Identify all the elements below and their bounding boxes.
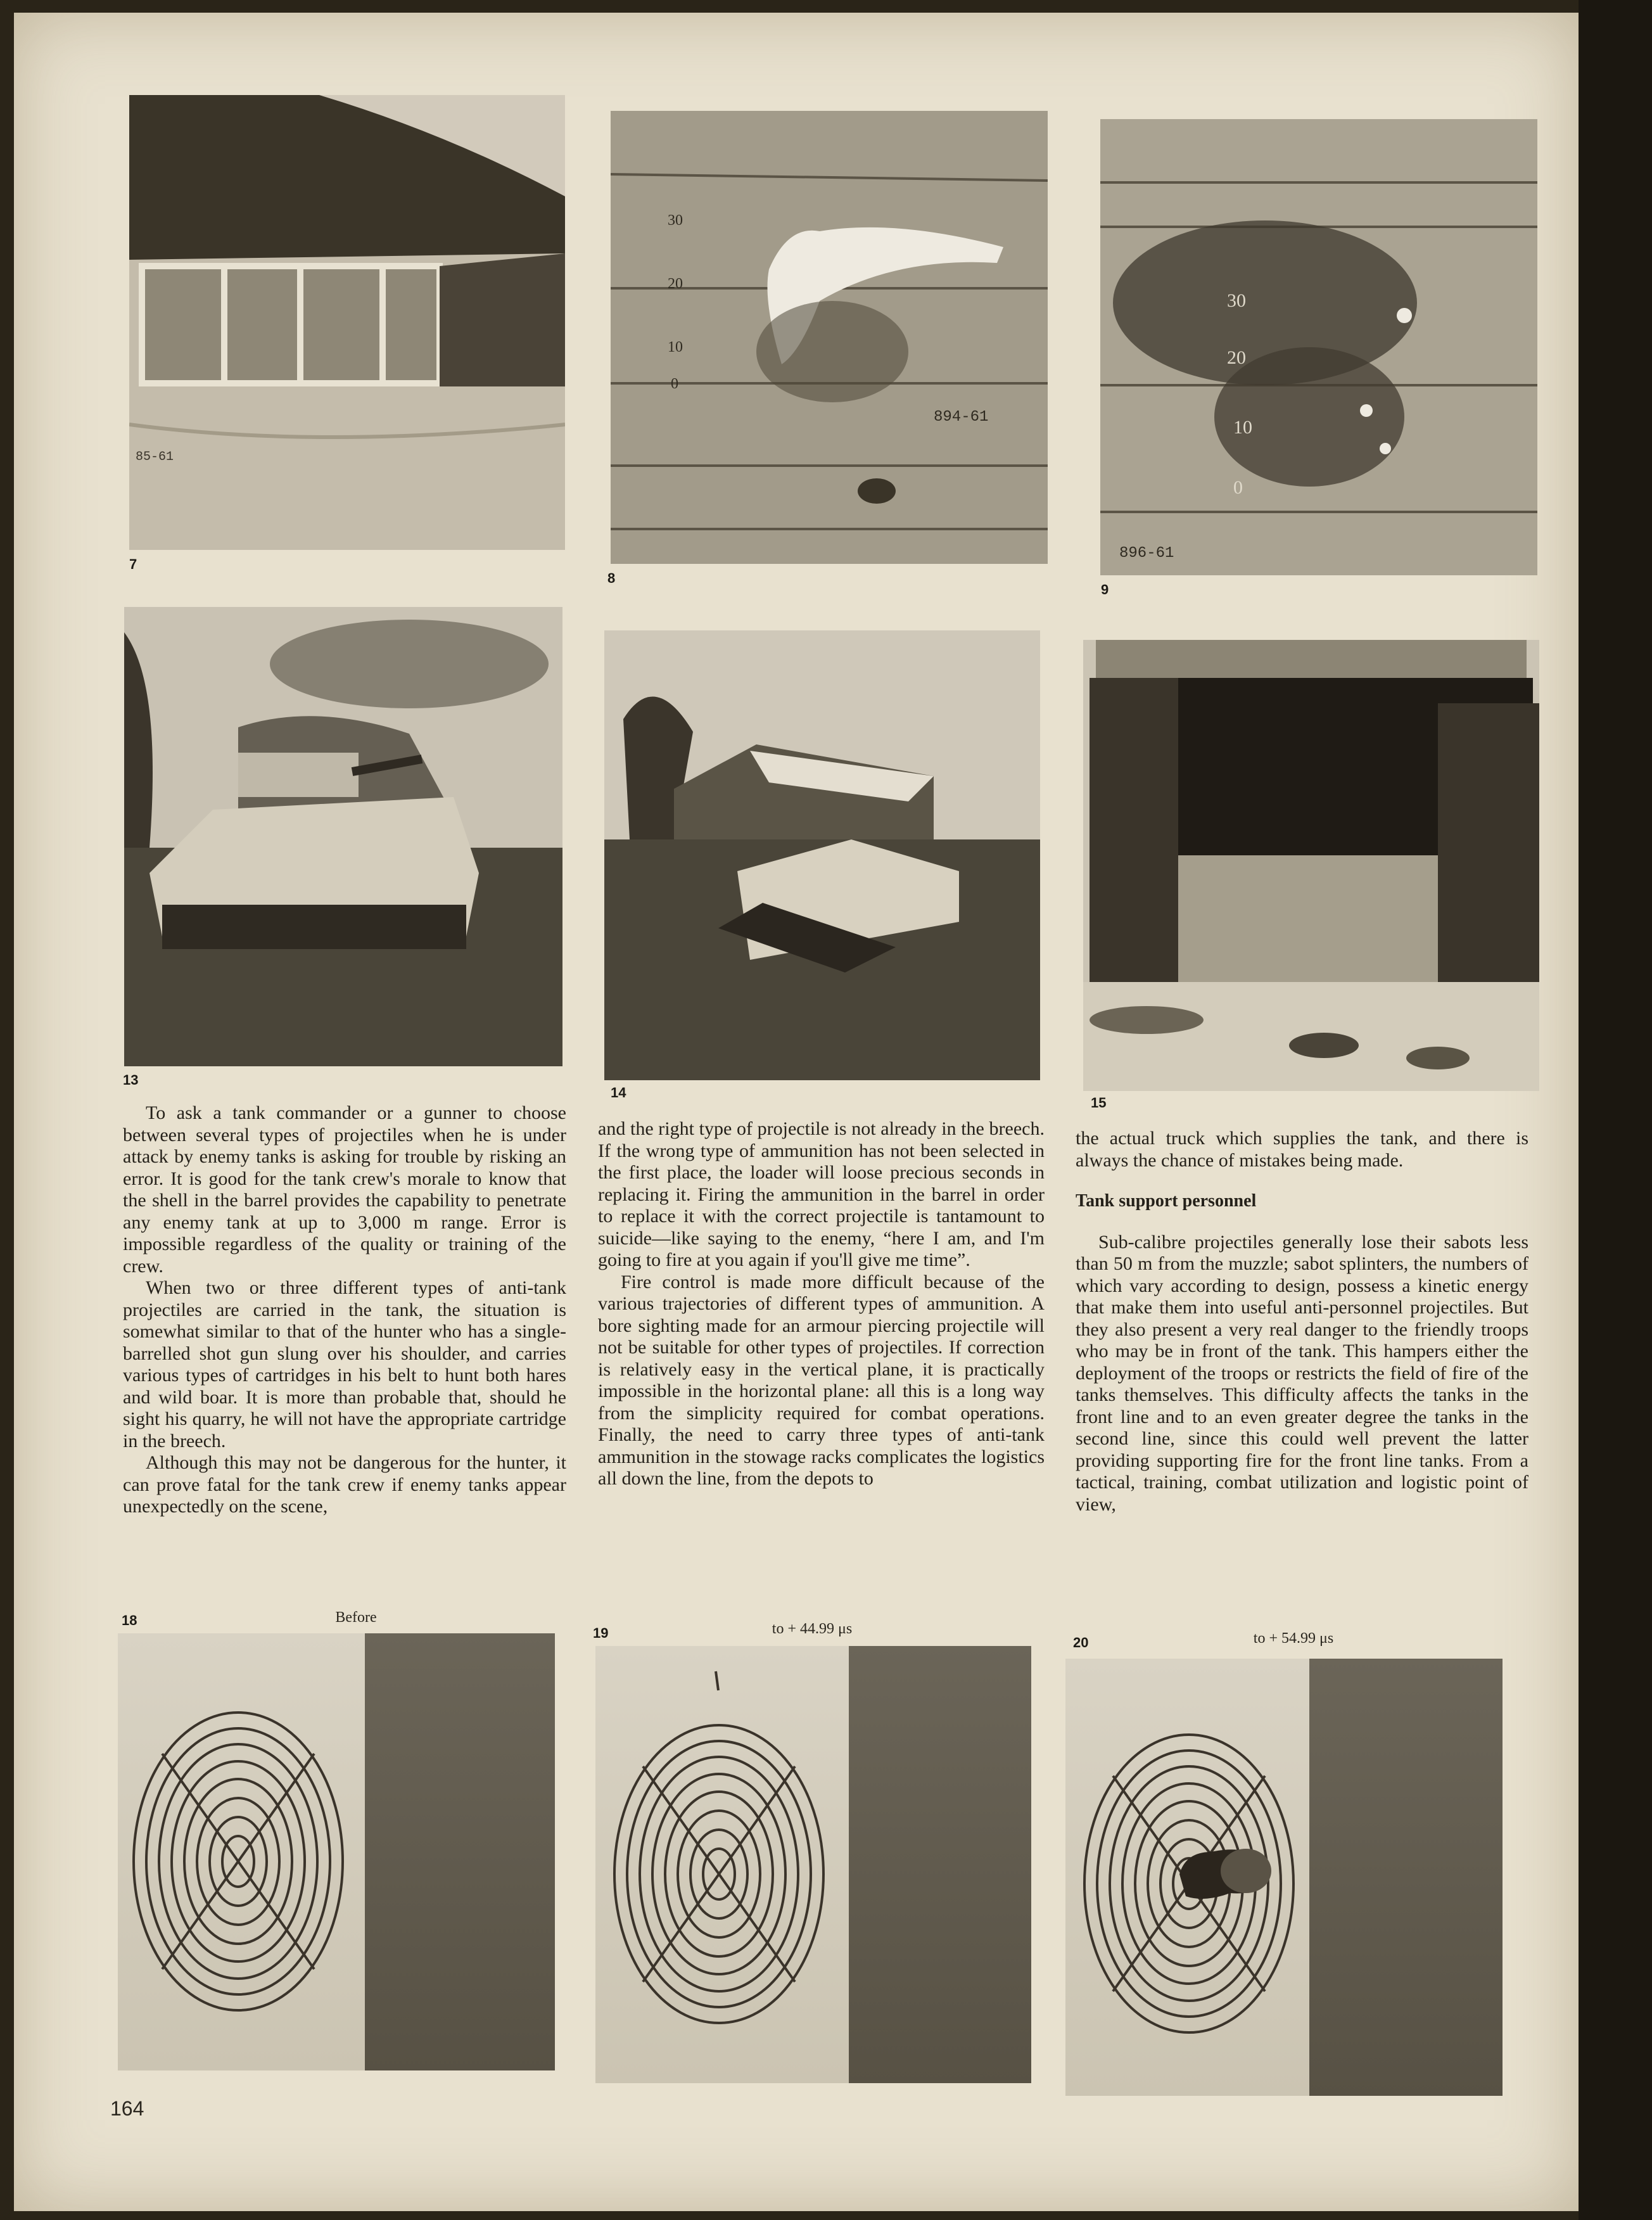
fig8-code: 894-61 xyxy=(934,409,989,426)
figure-number-13: 13 xyxy=(123,1072,139,1088)
fig8-scale-30: 30 xyxy=(668,212,683,229)
figure-number-15: 15 xyxy=(1091,1095,1107,1111)
fig7-mark: 85-61 xyxy=(136,450,174,464)
fig9-scale-10: 10 xyxy=(1233,417,1252,438)
column1-paragraph-1: To ask a tank commander or a gunner to choose between several types of projectiles when he is under attack by enemy tanks is asking for trouble by risking an error. It is good for the tank crew's morale to know that the shell in the barrel provides the capability to penetrate any enemy tank at up to 3,000 m range. Error is impossible regardless of the quality or training of the crew. xyxy=(123,1102,566,1277)
fig8-scale-0: 0 xyxy=(671,376,678,392)
fig8-scale-20: 20 xyxy=(668,276,683,292)
fig9-code: 896-61 xyxy=(1119,545,1174,562)
photo-fig15-damaged-shelter-with-shells xyxy=(1083,640,1539,1091)
figure-number-9: 9 xyxy=(1101,582,1109,597)
column1-paragraph-2: When two or three different types of anti-tank projectiles are carried in the tank, the situation is somewhat similar to that of the hunter who has a single-barrelled shot gun slung over his shoulder, and carries various types of cartridges in his belt to hunt both hares and wild boar. It is more than probable that, should he sight his quarry, he will not have the appropriate cartridge in the breech. xyxy=(123,1277,566,1451)
fig18-concentric-rings xyxy=(118,1633,555,2070)
figure-number-20: 20 xyxy=(1073,1635,1089,1650)
fig9-scale-0: 0 xyxy=(1233,477,1243,498)
text-column-2 xyxy=(598,1118,1045,1490)
fig14-illustration xyxy=(604,630,1040,1080)
fig20-concentric-rings xyxy=(1065,1659,1503,2096)
column1-paragraph-3: Although this may not be dangerous for the hunter, it can prove fatal for the tank crew if enemy tanks appear unexpectedly on the scene, xyxy=(123,1452,566,1517)
fig9-illustration xyxy=(1100,119,1537,575)
fig19-concentric-rings xyxy=(595,1646,1031,2083)
figure-20-caption: to + 54.99 μs xyxy=(1253,1630,1334,1647)
photo-fig14-tracked-vehicle-near-building xyxy=(604,630,1040,1080)
figure-number-18: 18 xyxy=(122,1612,137,1628)
figure-number-7: 7 xyxy=(129,556,137,572)
fig7-illustration xyxy=(129,95,565,550)
column3-paragraph-2: Sub-calibre projectiles generally lose their sabots less than 50 m from the muzzle; sabot splinters, the numbers of which vary according to design, possess a kinetic energy that make them into useful anti-personnel projectiles. But they also present a very real danger to the friendly troops who may be in front of the tank. This hampers either the deployment of the troops or restricts the field of fire of the tanks themselves. This difficulty affects the tanks in the front line and to an even greater degree the tanks in the second line, since this could well prevent the latter providing supporting fire for the front line tanks. From a tactical, training, combat utilization and logistic point of view, xyxy=(1076,1231,1528,1515)
text-column-3 xyxy=(1076,1128,1528,1515)
section-heading: Tank support personnel xyxy=(1076,1191,1257,1211)
column3-paragraph-1: the actual truck which supplies the tank, and there is always the chance of mistakes being made. xyxy=(1076,1128,1528,1171)
page-edge-shadow xyxy=(1579,0,1652,2220)
page-number: 164 xyxy=(110,2097,144,2120)
figure-18-caption: Before xyxy=(335,1609,377,1626)
figure-number-14: 14 xyxy=(611,1085,626,1100)
target-photo-fig18 xyxy=(118,1633,555,2070)
figure-19-caption: to + 44.99 μs xyxy=(772,1621,853,1637)
figure-number-8: 8 xyxy=(607,570,616,586)
target-photo-fig20 xyxy=(1065,1659,1503,2096)
figure-number-19: 19 xyxy=(593,1625,609,1641)
photo-fig9-impact-on-wooden-wall xyxy=(1100,119,1537,575)
text-column-1 xyxy=(123,1102,566,1518)
column2-paragraph-1: and the right type of projectile is not already in the breech. If the wrong type of ammunition has not been selected in the first place, the loader will loose precious seconds in replacing it. Firing the ammunition in the barrel in order to replace it with the correct projectile is tantamount to suicide—like saying to the enemy, “here I am, and I'm going to fire at you again if you'll give me time”. xyxy=(598,1118,1045,1270)
photo-fig13-tank-in-field xyxy=(124,607,562,1066)
fig13-illustration xyxy=(124,607,562,1066)
fig9-scale-20: 20 xyxy=(1227,347,1246,368)
fig8-illustration xyxy=(611,111,1048,564)
column2-paragraph-2: Fire control is made more difficult because of the various trajectories of different types of ammunition. A bore sighting made for an armour piercing projectile will not be suitable for other types of projectiles. If correction is relatively easy in the vertical plane, it is practically impossible in the horizontal plane: all this is a long way from the simplicity required for combat operations. Finally, the need to carry three types of anti-tank ammunition in the stowage racks complicates the logistics all down the line, from the depots to xyxy=(598,1271,1045,1489)
photo-fig7-wooden-target-frame xyxy=(129,95,565,550)
target-photo-fig19 xyxy=(595,1646,1031,2083)
fig15-illustration xyxy=(1083,640,1539,1091)
magazine-page xyxy=(14,13,1579,2211)
photo-fig8-impact-on-wooden-wall xyxy=(611,111,1048,564)
fig8-scale-10: 10 xyxy=(668,339,683,355)
fig9-scale-30: 30 xyxy=(1227,290,1246,311)
